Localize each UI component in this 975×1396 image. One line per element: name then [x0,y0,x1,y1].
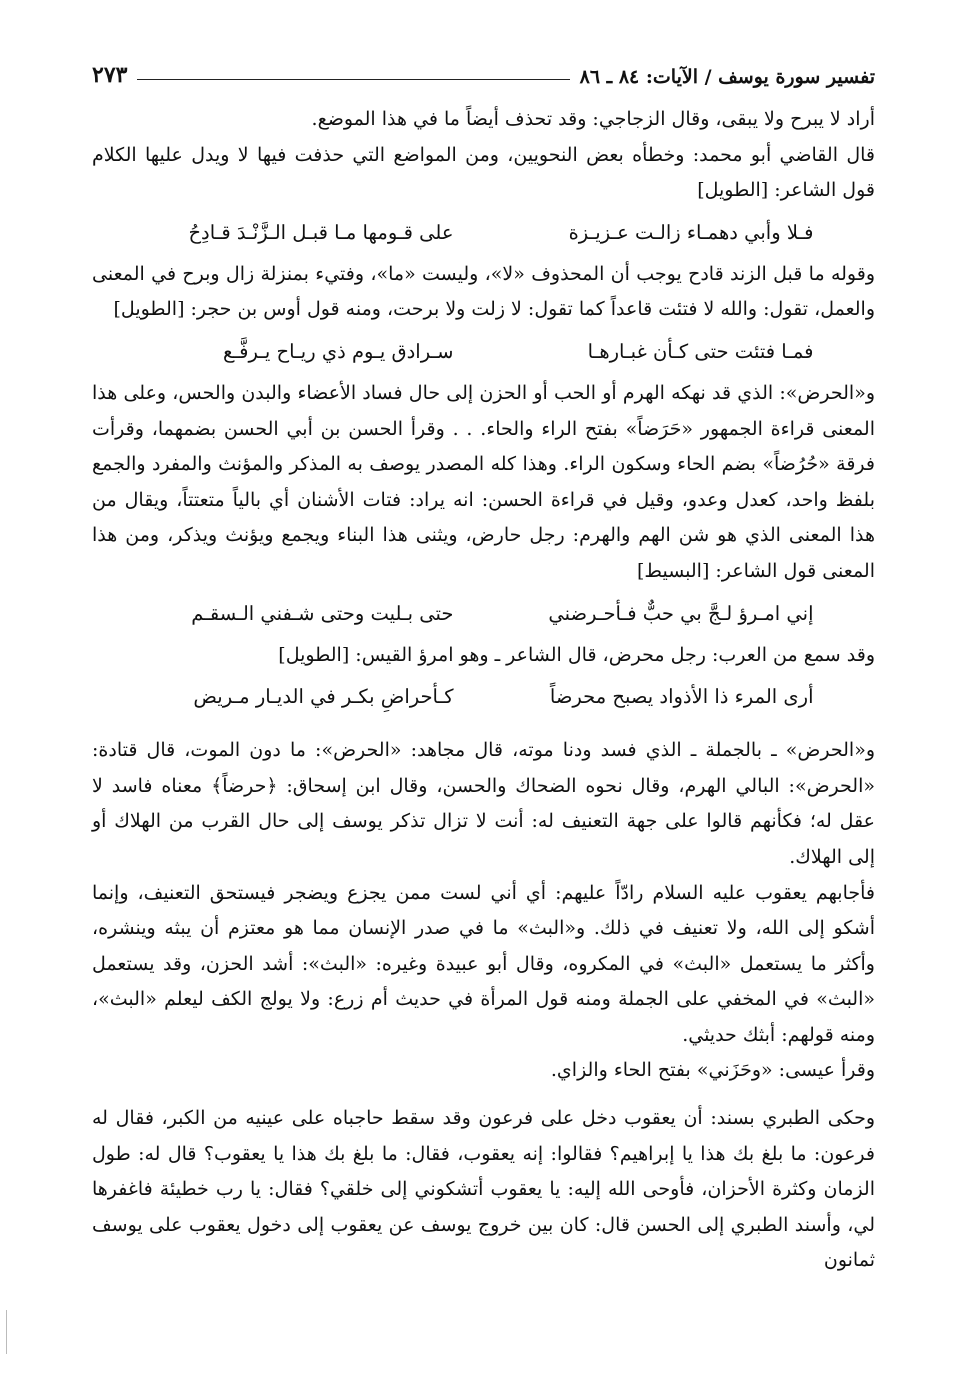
verse-4-second: كـأحراضِ بكـر في الديـار مـريض [193,685,454,709]
paragraph-5: وقد سمع من العرب: رجل محرض، قال الشاعر ـ وهو امرؤ القيس: [الطويل] [278,643,875,666]
header-title: تفسير سورة يوسف / الآيات: ٨٤ ـ ٨٦ [579,66,875,88]
page-number: ٢٧٣ [92,62,128,88]
verse-4 [92,679,875,715]
spacer [92,721,875,733]
verse-1-first: فـلا وأبي دهمـاء زالـت عـزيـزة [568,220,814,244]
paragraph-1: أراد لا يبرح ولا يبقى، وقال الزجاجي: وقد تحذف أيضاً ما في هذا الموضع. [311,108,875,130]
spacer [92,1089,875,1101]
verse-1 [92,215,875,251]
paragraph-4: و«الحرض»: الذي قد نهكه الهرم أو الحب أو الحزن إلى حال فساد الأعضاء والبدن والحس، وعلى هذا المعنى قراءة الجمهور «حَرَضاً» بفتح الراء والحاء. . . وقرأ الحسن بن أبي الحسن بضمهما، وقرأت فرقة «حُرُضاً» بضم الحاء وسكون الراء. وهذا كله المصدر يوصف به المذكر والمؤنث والمفرد والجمع بلفظ واحد، كعدل وعدو، وقيل في قراءة الحسن: انه يراد: فتات الأشنان أي بالياً متعتتاً، ويقال من هذا المعنى الذي هو شن الهم والهرم: رجل حارض، ويثنى هذا البناء ويجمع ويؤنث ويذكر، ومن هذا المعنى قول الشاعر: [البسيط] [92,381,875,582]
paragraph-6: و«الحرض» ـ بالجملة ـ الذي فسد ودنا موته، قال مجاهد: «الحرض»: ما دون الموت، قال قتادة: «الحرض»: البالي الهرم، وقال نحوه الضحاك والحسن، وقال ابن إسحاق: ﴿حرضاً﴾ معناه فاسد لا عقل له؛ فكأنهم قالوا على جهة التعنيف له: أنت لا تزال تذكر يوسف إلى حال القرب من الهلاك أو إلى الهلاك. [92,739,875,868]
verse-3-second: حتى بـليت وحتى شـفني الـسقـم [191,601,454,625]
verse-2-second: سـرادق يـوم ذي ريـاح يـرفَّـع [223,339,454,363]
scan-margin-line [6,1310,7,1354]
header-rule [137,79,569,80]
paragraph-9: وحكى الطبري بسند: أن يعقوب دخل على فرعون وقد سقط حاجباه على عينيه من الكبر، فقال له فرعون: ما بلغ بك هذا يا إبراهيم؟ فقالوا: إنه يعقوب، فقال: ما بلغ بك هذا يا يعقوب؟ قال له: طول الزمان وكثرة الأحزان، فأوحى الله إليه: يا يعقوب أتشكوني إلى خلقي؟ فقال: يا رب خطيئة فاغفرها لي، وأسند الطبري إلى الحسن قال: كان بين خروج يوسف عن يعقوب إلى دخول يعقوب على يوسف ثمانون [92,1107,875,1272]
running-header [92,48,875,88]
verse-1-second: على قـومها مـا قبـل الـزَّنْـدَ قـادِحُ [188,220,454,244]
paragraph-8: وقرأ عيسى: «وحَزَني» بفتح الحاء والزاي. [550,1059,875,1082]
verse-2 [92,334,875,370]
verse-3-first: إني امـرؤ لـجَّ بي حبٌّ فـأحـرضني [548,601,814,625]
verse-2-first: فمـا فتئت حتى كـأن غبـارهـا [587,339,814,363]
verse-4-first: أرى المرء ذا الأذواد يصبح محرضاً [549,685,814,709]
verse-3 [92,596,875,632]
paragraph-3: وقوله ما قبل الزند قادح يوجب أن المحذوف «لا»، وليست «ما»، وفتيء بمنزلة زال وبرح في المعنى والعمل، تقول: والله لا فتئت قاعداً كما تقول: لا زلت ولا برحت، ومنه قول أوس بن حجر: [الطويل] [92,262,875,321]
paragraph-2: قال القاضي أبو محمد: وخطأه بعض النحويين، ومن المواضع التي حذفت فيها لا ويدل عليها الكلام قول الشاعر: [الطويل] [92,143,875,202]
paragraph-7: فأجابهم يعقوب عليه السلام رادّاً عليهم: أي أني لست ممن يجزع ويضجر فيستحق التعنيف، وإنما أشكو إلى الله، ولا تعنيف في ذلك. و«البث» ما في صدر الإنسان مما هو معتزم أن يبثه وينشره، وأكثر ما يستعمل «البث» في المكروه، وقال أبو عبيدة وغيره: «البث»: أشد الحزن، وقد يستعمل «البث» في المخفي على الجملة ومنه قول المرأة في حديث أم زرع: ولا يولج الكف ليعلم «البث»، ومنه قولهم: أبثك حديثي. [92,881,875,1046]
